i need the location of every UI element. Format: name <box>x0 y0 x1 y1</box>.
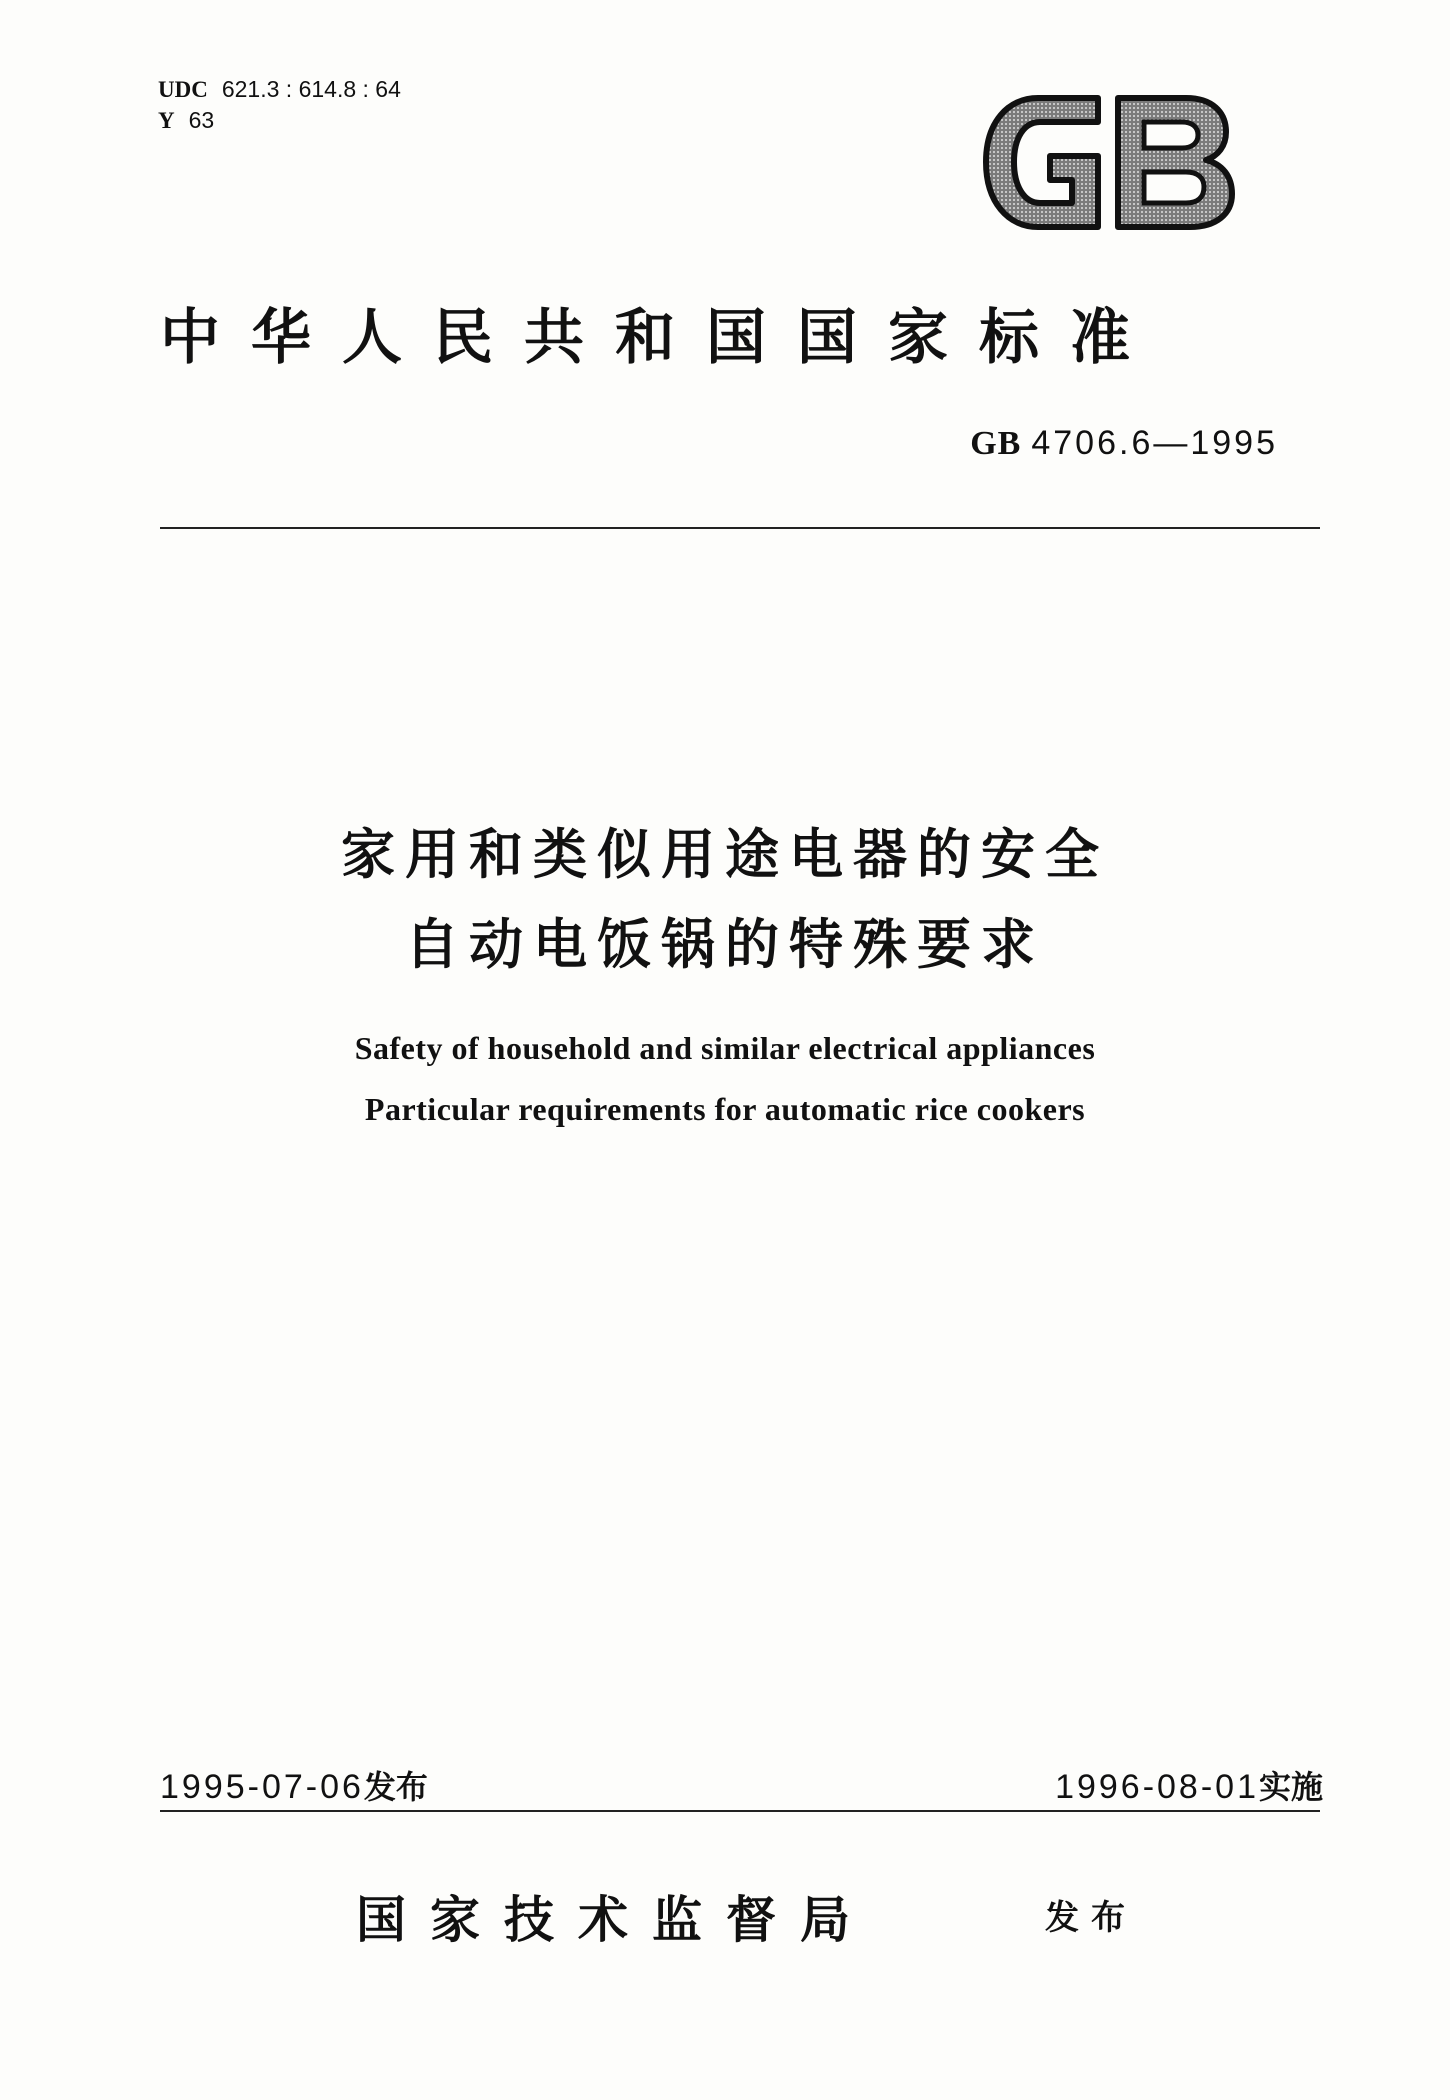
chinese-title-line-2: 自动电饭锅的特殊要求 <box>405 913 1045 976</box>
english-title-line-1: Safety of household and similar electrical appliances <box>354 1030 1096 1066</box>
top-divider <box>160 527 1320 529</box>
standard-number <box>970 424 1278 463</box>
udc-line <box>158 74 401 105</box>
implementation-date <box>1055 1762 1323 1808</box>
gb-logo <box>980 90 1238 235</box>
class-line <box>158 105 401 136</box>
classification-block <box>158 74 401 136</box>
issue-date <box>160 1762 428 1808</box>
implementation-date-value: 1996-08-01 <box>1055 1768 1259 1806</box>
class-label: Y <box>158 108 175 133</box>
standard-number-value: 4706.6—1995 <box>1031 424 1278 462</box>
udc-value: 621.3 : 614.8 : 64 <box>221 76 401 102</box>
chinese-title-line-1: 家用和类似用途电器的安全 <box>341 823 1109 886</box>
publish-label: 发布 <box>1045 1898 1137 1938</box>
issue-date-suffix: 发布 <box>363 1768 428 1806</box>
issue-date-value: 1995-07-06 <box>160 1768 364 1806</box>
english-title-line-2: Particular requirements for automatic rice cookers <box>364 1091 1086 1127</box>
udc-label: UDC <box>158 77 208 102</box>
implementation-date-suffix: 实施 <box>1258 1768 1323 1806</box>
issuing-authority: 国家技术监督局 <box>356 1890 874 1949</box>
bottom-divider <box>160 1810 1320 1812</box>
standard-number-prefix: GB <box>970 425 1022 462</box>
class-value: 63 <box>188 107 215 133</box>
standard-type-heading: 中华人民共和国国家标准 <box>160 303 1161 373</box>
